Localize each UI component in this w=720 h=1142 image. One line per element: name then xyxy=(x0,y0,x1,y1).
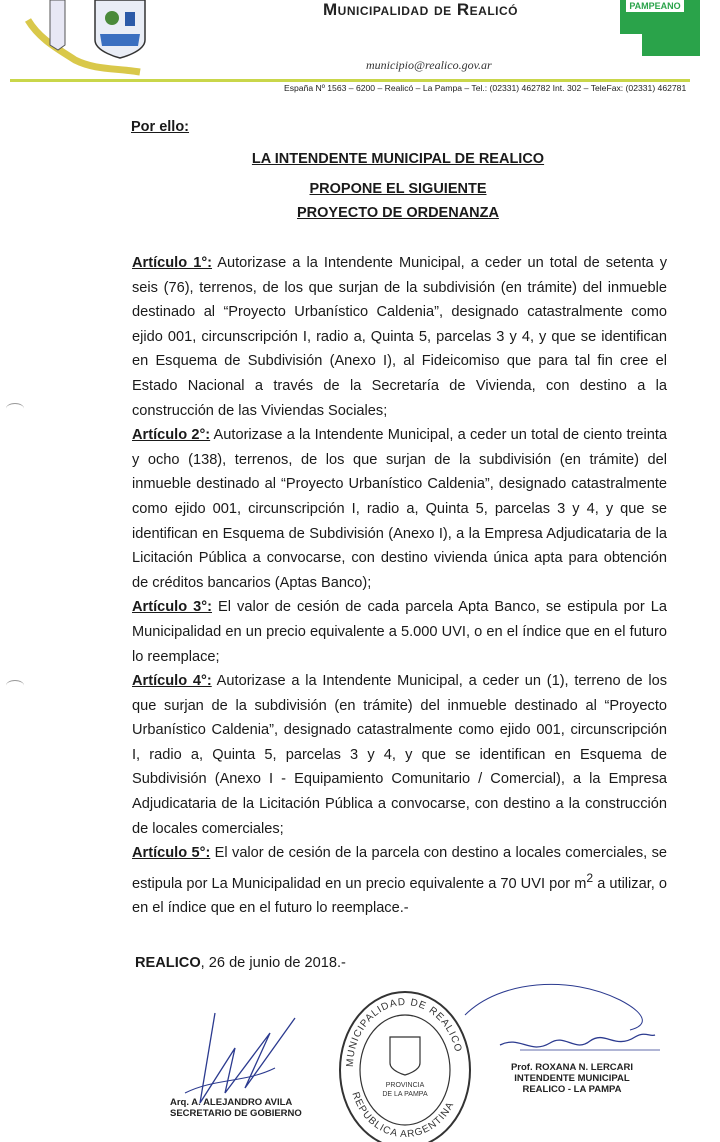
article-text: El valor de cesión de cada parcela Apta Banco, se estipula por La Municipalidad en un precio equivalente a 5.000 UVI, o en el índice que en el futuro lo reemplace; xyxy=(132,599,668,665)
article-text: Autorizase a la Intendente Municipal, a ceder un (1), terreno de los que surjan de la subdivisión (en trámite) del inmueble destinado al “Proyecto Urbanístico Caldenia”, designado catastralmente como ejido 001, circunscripción I, radio a, Quinta 5, parcelas 3 y 4, y que se identifican en Esquema de Subdivisión (Anexo I - Equipamiento Comunitario / Comercial), a la Empresa Adjudicataria de la Licitación Pública a convocarse, con destino a la construcción de locales comerciales; xyxy=(132,673,668,837)
signature-left xyxy=(170,1097,302,1119)
header-title: Municipalidad de Realicó xyxy=(323,0,518,19)
left-signer-role: SECRETARIO DE GOBIERNO xyxy=(170,1108,302,1119)
article-label: Artículo 3°: xyxy=(132,599,212,616)
left-signature-icon xyxy=(175,1008,305,1108)
right-signer-role: INTENDENTE MUNICIPAL xyxy=(514,1073,630,1084)
margin-mark xyxy=(6,403,24,414)
heading-proyecto: PROYECTO DE ORDENANZA xyxy=(297,205,499,221)
article-text: Autorizase a la Intendente Municipal, a ceder un total de setenta y seis (76), terrenos, de los que surjan de la subdivisión (en trámite) del inmueble destinado al “Proyecto Urbanístico Caldenia”, designado catastralmente como ejido 001, circunscripción I, radio a, Quinta 5, parcelas 3 y 4, y que se identifican en Esquema de Subdivisión (Anexo I), al Fideicomiso que para tal fin cree el Estado Nacional a través de la Secretaría de Vivienda, con destino a la construcción de las Viviendas Sociales; xyxy=(132,255,667,419)
place-name: REALICO xyxy=(135,955,201,971)
article-text: a utilizar, o en el índice que en el futuro lo reemplace.- xyxy=(132,875,667,917)
right-signer-name: Prof. ROXANA N. LERCARI xyxy=(510,1062,634,1073)
heading-intendente: LA INTENDENTE MUNICIPAL DE REALICO xyxy=(251,151,545,167)
header-address: España Nº 1563 – 6200 – Realicó – La Pampa – Tel.: (02331) 462782 Int. 302 – TeleFax: (02331) 462781 xyxy=(284,83,687,93)
article-3 xyxy=(132,595,667,669)
municipal-seal-icon xyxy=(335,975,475,1142)
article-4 xyxy=(132,669,667,841)
article-label: Artículo 2°: xyxy=(132,427,211,444)
heading-propone: PROPONE EL SIGUIENTE xyxy=(309,181,487,197)
article-1 xyxy=(132,251,667,423)
header-rule xyxy=(10,79,690,82)
seal-bottom-text: REPUBLICA ARGENTINA xyxy=(349,1090,457,1141)
article-text: Autorizase a la Intendente Municipal, a ceder un total de ciento treinta y ocho (138), terrenos, de los que surjan de la subdivisión (en trámite) del inmueble destinado al “Proyecto Urbanístico Caldenia”, designado catastralmente como ejido 001, circunscripción I, radio a, Quinta 5, parcelas 3 y 4, y que se identifican en Esquema de Subdivisión (Anexo I), a la Empresa Adjudicataria de la Licitación Pública a convocarse, con destino vivienda única apta para obtención de créditos bancarios (Aptas Banco); xyxy=(132,427,668,591)
municipal-logo xyxy=(20,0,160,82)
date: , 26 de junio de 2018.- xyxy=(200,955,346,971)
la-pampa-map-icon xyxy=(612,0,702,60)
article-5 xyxy=(132,841,667,921)
place-date xyxy=(135,955,346,971)
header-email: municipio@realico.gov.ar xyxy=(366,58,492,72)
article-2 xyxy=(132,423,667,595)
por-ello-label: Por ello: xyxy=(131,119,190,135)
right-signature-icon xyxy=(460,975,670,1070)
article-label: Artículo 5°: xyxy=(132,845,211,862)
superscript: 2 xyxy=(586,870,594,885)
seal-inner-line1: PROVINCIA xyxy=(385,1082,425,1089)
shield-left xyxy=(50,0,65,50)
left-signer-name: Arq. A. ALEJANDRO AVILA xyxy=(170,1097,293,1108)
article-label: Artículo 4°: xyxy=(132,673,212,690)
right-signer-place: REALICO - LA PAMPA xyxy=(522,1084,622,1095)
article-text: El valor de cesión de la parcela con destino a locales comerciales, se estipula por La Municipalidad en un precio equivalente a 70 UVI por m xyxy=(132,845,667,892)
signature-right xyxy=(497,1062,647,1095)
margin-mark xyxy=(6,680,24,691)
seal-top-text: MUNICIPALIDAD DE REALICO xyxy=(344,996,464,1068)
header-badge: PAMPEANO xyxy=(629,1,681,11)
articles-body xyxy=(132,251,667,921)
coat-of-arms-icon xyxy=(95,0,145,58)
article-label: Artículo 1°: xyxy=(132,255,213,271)
seal-inner-line2: DE LA PAMPA xyxy=(382,1091,428,1098)
